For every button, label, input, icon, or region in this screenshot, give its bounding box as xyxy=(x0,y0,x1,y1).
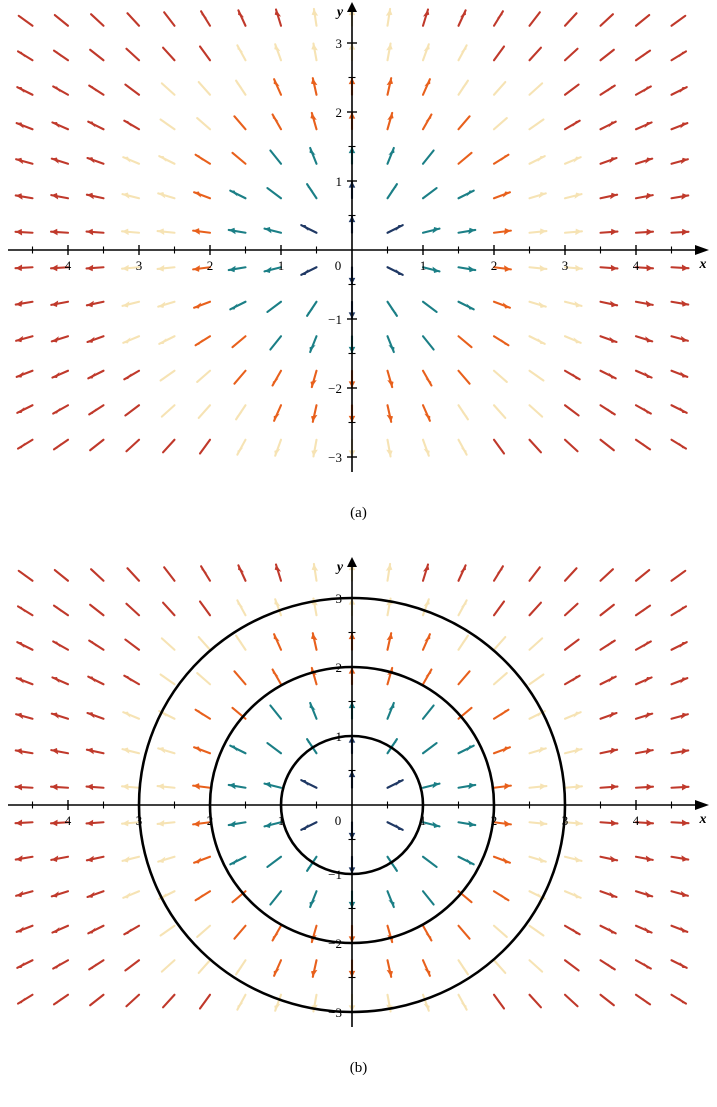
svg-text:3: 3 xyxy=(135,258,143,273)
svg-text:3: 3 xyxy=(561,258,569,273)
panel-a xyxy=(0,0,717,540)
svg-text:x: x xyxy=(699,257,707,272)
svg-text:y: y xyxy=(336,560,344,575)
svg-text:2: 2 xyxy=(206,813,214,828)
svg-text:4: 4 xyxy=(632,813,640,828)
svg-text:−2: −2 xyxy=(328,381,342,396)
svg-text:2: 2 xyxy=(335,105,342,120)
svg-text:2: 2 xyxy=(490,258,498,273)
svg-text:2: 2 xyxy=(490,813,498,828)
svg-text:2: 2 xyxy=(335,660,342,675)
svg-text:3: 3 xyxy=(335,591,342,606)
svg-text:−1: −1 xyxy=(328,867,342,882)
vector-field-plot-b xyxy=(0,555,717,1055)
svg-text:y: y xyxy=(336,5,344,20)
svg-text:1: 1 xyxy=(335,729,342,744)
svg-text:2: 2 xyxy=(206,258,214,273)
svg-text:−2: −2 xyxy=(328,936,342,951)
svg-text:x: x xyxy=(699,812,707,827)
svg-text:4: 4 xyxy=(64,258,72,273)
vector-field-plot-a xyxy=(0,0,717,500)
svg-text:1: 1 xyxy=(419,813,427,828)
svg-text:0: 0 xyxy=(334,258,342,273)
vector-field-svg-a xyxy=(0,0,717,500)
svg-text:−1: −1 xyxy=(328,312,342,327)
svg-text:−3: −3 xyxy=(328,1005,342,1020)
panel-b xyxy=(0,555,717,1095)
axes xyxy=(8,557,709,1027)
svg-text:3: 3 xyxy=(561,813,569,828)
svg-text:1: 1 xyxy=(419,258,427,273)
vector-field-svg-b xyxy=(0,555,717,1055)
caption-a: (a) xyxy=(350,505,367,521)
svg-text:1: 1 xyxy=(277,813,285,828)
axes xyxy=(8,2,709,472)
svg-text:1: 1 xyxy=(335,174,342,189)
svg-text:0: 0 xyxy=(334,813,342,828)
svg-text:3: 3 xyxy=(335,36,342,51)
svg-text:4: 4 xyxy=(632,258,640,273)
svg-text:−3: −3 xyxy=(328,450,342,465)
svg-text:1: 1 xyxy=(277,258,285,273)
svg-text:4: 4 xyxy=(64,813,72,828)
caption-b: (b) xyxy=(349,1060,368,1076)
svg-text:3: 3 xyxy=(135,813,143,828)
